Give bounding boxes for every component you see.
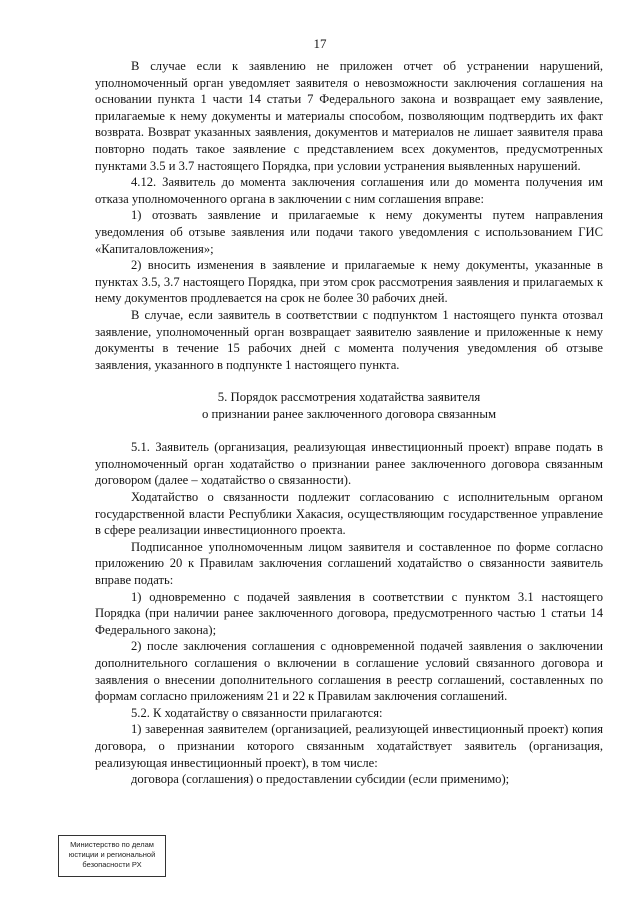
paragraph: 5.2. К ходатайству о связанности прилагаются:: [131, 705, 383, 720]
registration-stamp: [58, 835, 166, 877]
paragraph: 4.12. Заявитель до момента заключения соглашения или до момента получения им отказа уполномоченного органа в заключении с ним соглашения вправе:: [95, 175, 603, 206]
paragraph: 5.1. Заявитель (организация, реализующая инвестиционный проект) вправе подать в уполномоченный орган ходатайство о признании ранее заключенного договора связанным договором (далее – ходатайство о связанности).: [95, 440, 603, 488]
section-heading-line: о признании ранее заключенного договора связанным: [201, 407, 497, 422]
paragraph: 1) отозвать заявление и прилагаемые к нему документы путем направления уведомления об отзыве заявления или подачи такого уведомления с использованием ГИС «Капиталовложения»;: [95, 208, 603, 256]
stamp-line: юстиции и региональной: [68, 850, 156, 859]
document-body: [95, 58, 603, 788]
paragraph: В случае если к заявлению не приложен отчет об устранении нарушений, уполномоченный орган уведомляет заявителя о невозможности заключения соглашения на основании пункта 1 части 14 статьи 7 Федерального закона и возвращает ему заявление, прилагаемые к нему документы и материалы способом, позволяющим подтвердить их факт возврата. Возврат указанных заявления, документов и материалов не лишает заявителя права повторно подать такое заявление с представлением всех документов, предусмотренных пунктами 3.5 и 3.7 настоящего Порядка, при условии устранения выявленных нарушений.: [95, 59, 603, 173]
paragraph: 1) заверенная заявителем (организацией, реализующей инвестиционный проект) копия договора, о признании которого связанным ходатайствует заявитель (организация, реализующая инвестиционный проект), в том числе:: [95, 722, 603, 770]
paragraph: 2) после заключения соглашения с одновременной подачей заявления о заключении дополнительного соглашения о включении в соглашение условий связанного договора и заявления о внесении дополнительного соглашения в реестр соглашений, составленных по формам согласно приложениям 21 и 22 к Правилам заключения соглашений.: [95, 639, 603, 704]
paragraph: 2) вносить изменения в заявление и прилагаемые к нему документы, указанные в пунктах 3.5, 3.7 настоящего Порядка, при этом срок рассмотрения заявления и прилагаемых к нему документов продлевается на срок не более 30 рабочих дней.: [95, 258, 603, 306]
page-number: 17: [313, 36, 327, 51]
paragraph: Ходатайство о связанности подлежит согласованию с исполнительным органом государственной власти Республики Хакасия, осуществляющим государственное управление в сфере реализации инвестиционного проекта.: [95, 490, 603, 538]
paragraph: договора (соглашения) о предоставлении субсидии (если применимо);: [131, 772, 510, 787]
paragraph: 1) одновременно с подачей заявления в соответствии с пунктом 3.1 настоящего Порядка (при наличии ранее заключенного договора, предусмотренного частью 1 статьи 14 Федерального закона);: [95, 589, 603, 637]
stamp-line: безопасности РХ: [82, 860, 142, 869]
paragraph: В случае, если заявитель в соответствии с подпунктом 1 настоящего пункта отозвал заявление, уполномоченный орган возвращает заявителю заявление и приложенные к нему документы в течение 15 рабочих дней с момента получения уведомления об отзыве заявления, указанного в подпункте 1 настоящего пункта.: [95, 307, 603, 372]
stamp-line: Министерство по делам: [70, 840, 154, 849]
section-heading-line: 5. Порядок рассмотрения ходатайства заявителя: [217, 390, 481, 405]
section-heading: [95, 389, 603, 423]
paragraph: Подписанное уполномоченным лицом заявителя и составленное по форме согласно приложению 20 к Правилам заключения соглашений ходатайство о связанности заявитель вправе подать:: [95, 539, 603, 588]
